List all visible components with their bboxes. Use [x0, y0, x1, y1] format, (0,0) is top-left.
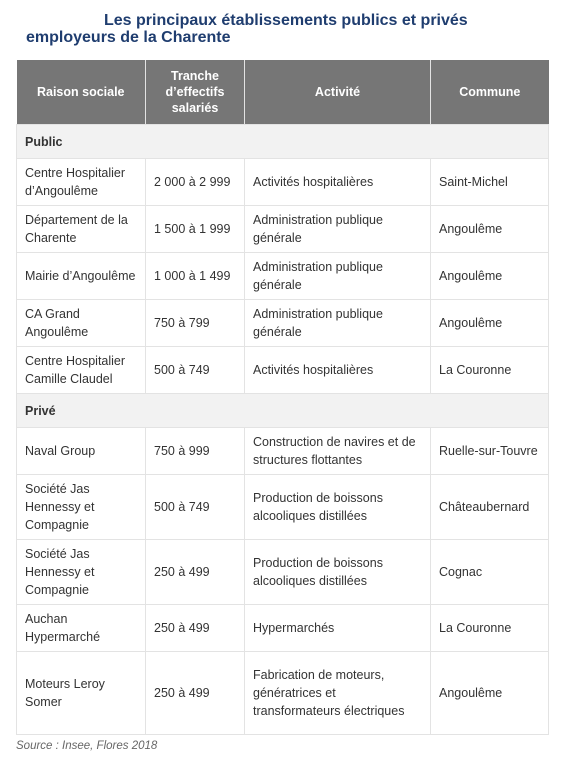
cell-tranche: 250 à 499 [146, 540, 245, 605]
cell-activite: Construction de navires et de structures flottantes [245, 428, 431, 475]
cell-commune: Angoulême [431, 253, 549, 300]
section-row-public [17, 125, 549, 159]
cell-commune: Cognac [431, 540, 549, 605]
cell-activite: Activités hospitalières [245, 347, 431, 394]
cell-activite: Fabrication de moteurs, génératrices et transformateurs électriques [245, 652, 431, 735]
cell-activite: Hypermarchés [245, 605, 431, 652]
table-row [17, 347, 549, 394]
cell-tranche: 2 000 à 2 999 [146, 159, 245, 206]
cell-tranche: 750 à 999 [146, 428, 245, 475]
table-row [17, 605, 549, 652]
header-commune: Commune [431, 60, 549, 125]
cell-activite: Administration publique générale [245, 206, 431, 253]
cell-raison-sociale: Moteurs Leroy Somer [17, 652, 146, 735]
title-line-1: Les principaux établissements publics et privés [104, 12, 468, 29]
cell-tranche: 250 à 499 [146, 652, 245, 735]
cell-tranche: 1 500 à 1 999 [146, 206, 245, 253]
cell-tranche: 750 à 799 [146, 300, 245, 347]
table-row [17, 159, 549, 206]
cell-commune: La Couronne [431, 347, 549, 394]
section-label: Public [17, 125, 549, 159]
cell-tranche: 1 000 à 1 499 [146, 253, 245, 300]
title-line-2: employeurs de la Charente [26, 29, 231, 46]
header-activite: Activité [245, 60, 431, 125]
cell-activite: Administration publique générale [245, 253, 431, 300]
employers-table [16, 60, 549, 735]
cell-commune: Châteaubernard [431, 475, 549, 540]
table-row [17, 652, 549, 735]
cell-raison-sociale: Mairie d’Angoulême [17, 253, 146, 300]
cell-tranche: 500 à 749 [146, 347, 245, 394]
table-row [17, 475, 549, 540]
section-row-prive [17, 394, 549, 428]
cell-commune: Saint-Michel [431, 159, 549, 206]
cell-activite: Activités hospitalières [245, 159, 431, 206]
cell-tranche: 250 à 499 [146, 605, 245, 652]
cell-raison-sociale: Centre Hospitalier Camille Claudel [17, 347, 146, 394]
table-row [17, 253, 549, 300]
cell-commune: La Couronne [431, 605, 549, 652]
cell-tranche: 500 à 749 [146, 475, 245, 540]
cell-commune: Angoulême [431, 206, 549, 253]
source-note: Source : Insee, Flores 2018 [16, 740, 158, 752]
cell-activite: Production de boissons alcooliques distillées [245, 475, 431, 540]
cell-raison-sociale: Naval Group [17, 428, 146, 475]
cell-raison-sociale: Société Jas Hennessy et Compagnie [17, 540, 146, 605]
table-row [17, 540, 549, 605]
section-label: Privé [17, 394, 549, 428]
cell-raison-sociale: Centre Hospitalier d’Angoulême [17, 159, 146, 206]
table-header-row [17, 60, 549, 125]
cell-raison-sociale: CA Grand Angoulême [17, 300, 146, 347]
cell-raison-sociale: Auchan Hypermarché [17, 605, 146, 652]
cell-commune: Angoulême [431, 300, 549, 347]
cell-commune: Ruelle-sur-Touvre [431, 428, 549, 475]
table-row [17, 428, 549, 475]
cell-raison-sociale: Société Jas Hennessy et Compagnie [17, 475, 146, 540]
cell-activite: Production de boissons alcooliques distillées [245, 540, 431, 605]
cell-raison-sociale: Département de la Charente [17, 206, 146, 253]
table-row [17, 206, 549, 253]
cell-commune: Angoulême [431, 652, 549, 735]
table-row [17, 300, 549, 347]
header-raison-sociale: Raison sociale [17, 60, 146, 125]
cell-activite: Administration publique générale [245, 300, 431, 347]
header-tranche-effectifs: Tranche d’effectifs salariés [146, 60, 245, 125]
page-title [26, 12, 556, 46]
